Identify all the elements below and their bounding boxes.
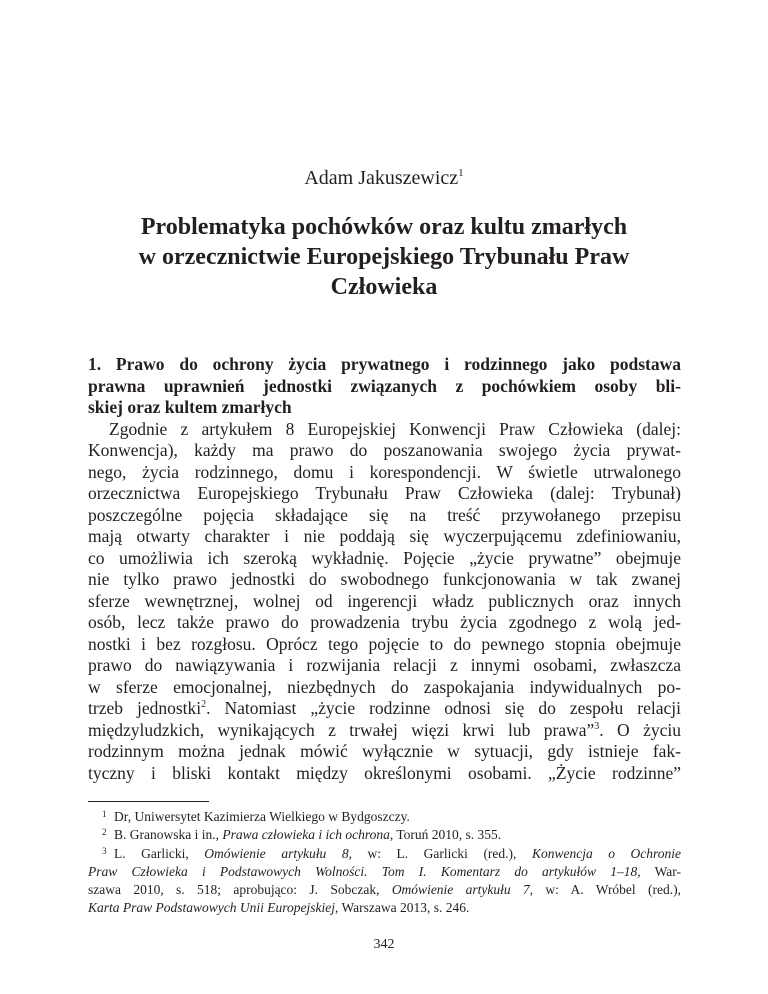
title-line: w orzecznictwie Europejskiego Trybunału Praw (138, 244, 630, 270)
footnote-italic: Omówienie artykułu 7 (391, 882, 530, 898)
footnote-text: , Warszawa 2013, s. 246. (335, 900, 470, 916)
paragraph-line: w sferze emocjonalnej, niezbędnych do zaspokajania indywidualnych po- (88, 676, 681, 697)
title-line: Człowieka (330, 274, 438, 300)
text-run: . O życiu (599, 719, 681, 740)
footnote-3-line (88, 881, 681, 899)
paragraph-line: mają otwarty charakter i nie poddają się wyczerpującemu zdefiniowaniu, (88, 526, 681, 546)
footnote-text: szawa 2010, s. 518; aprobująco: J. Sobczak, (88, 882, 392, 898)
section-heading-line: skiej oraz kultem zmarłych (88, 397, 292, 417)
paragraph-line: nostki i bez rozgłosu. Oprócz tego pojęcie to do pewnego stopnia obejmuje (88, 633, 681, 654)
footnotes (88, 808, 681, 918)
page-number: 342 (373, 937, 395, 952)
footnote-3: 3 L. Garlicki, Omówienie artykułu 8, w: L. Garlicki (red.), Konwencja o Ochronie (102, 845, 681, 861)
paragraph-line (88, 698, 681, 720)
footnote-text: , Toruń 2010, s. 355. (389, 827, 502, 843)
footnote-3-line (88, 899, 681, 917)
paragraph-line: orzecznictwa Europejskiego Trybunału Praw Człowieka (dalej: Trybunał) (88, 483, 681, 503)
title-line: Problematyka pochówków oraz kultu zmarłych (140, 214, 628, 240)
text-run: międzyludzkich, wynikających z trwałej więzi krwi lub prawa” (88, 719, 595, 740)
footnote-1: 1 Dr, Uniwersytet Kazimierza Wielkiego w Bydgoszczy. (102, 809, 410, 824)
author-line (0, 166, 768, 190)
text-run: trzeb jednostki (88, 698, 202, 718)
paragraph-line: Zgodnie z artykułem 8 Europejskiej Konwencji Praw Człowieka (dalej: (109, 418, 681, 439)
paragraph-line: Konwencja), każdy ma prawo do poszanowania swojego życia prywat- (88, 440, 681, 460)
paragraph-line: co umożliwia ich szeroką wykładnię. Pojęcie „życie prywatne” obejmuje (88, 547, 681, 568)
footnote-italic: Omówienie artykułu 8 (204, 845, 349, 861)
footnote-ref[interactable]: 3 (594, 720, 600, 732)
footnote-italic: Prawa człowieka i ich ochrona (222, 827, 390, 843)
footnote-text: L. Garlicki, (114, 845, 205, 861)
section-heading-line: prawna uprawnień jednostki związanych z pochówkiem osoby bli- (88, 375, 681, 396)
footnote-2: 2 B. Granowska i in., Prawa człowieka i ich ochrona, Toruń 2010, s. 355. (102, 827, 502, 843)
footnote-text: , w: L. Garlicki (red.), (348, 845, 532, 861)
paragraph-line: rodzinnym można jednak mówić wyłącznie w sytuacji, gdy istnieje fak- (88, 741, 681, 761)
footnote-3-line (88, 863, 681, 881)
author-footnote-ref[interactable]: 1 (458, 167, 464, 179)
author-name: Adam Jakuszewicz (304, 167, 459, 189)
paragraph-line: sferze wewnętrznej, wolnej od ingerencji władz publicznych oraz innych (88, 590, 681, 611)
footnote-separator (88, 801, 209, 802)
footnote-italic: Konwencja o Ochronie (531, 845, 681, 861)
paragraph-line: tyczny i bliski kontakt między określonymi osobami. „Życie rodzinne” (88, 762, 681, 783)
paragraph-line (88, 720, 681, 742)
article-body (88, 354, 681, 784)
paragraph-line: prawo do nawiązywania i rozwijania relacji z innymi osobami, zwłaszcza (88, 655, 681, 675)
footnote-text: Dr, Uniwersytet Kazimierza Wielkiego w Bydgoszczy. (114, 809, 410, 824)
paragraph-line: osób, lecz także prawo do prowadzenia trybu życia zgodnego z wolą jed- (88, 612, 681, 632)
article-title (90, 212, 678, 302)
footnote-italic: Karta Praw Podstawowych Unii Europejskiej (88, 900, 335, 916)
footnote-text: , War- (637, 863, 681, 879)
footnote-text: B. Granowska i in., (114, 827, 223, 843)
section-heading-line: 1. Prawo do ochrony życia prywatnego i rodzinnego jako podstawa (88, 354, 681, 374)
paragraph-line: nego, życia rodzinnego, domu i korespondencji. W świetle utrwalonego (88, 461, 681, 482)
footnote-italic: Praw Człowieka i Podstawowych Wolności. Tom I. Komentarz do artykułów 1–18 (88, 863, 638, 879)
text-run: . Natomiast „życie rodzinne odnosi się do zespołu relacji (206, 698, 681, 718)
footnote-text: , w: A. Wróbel (red.), (529, 882, 681, 898)
paragraph-line: nie tylko prawo jednostki do swobodnego funkcjonowania w tak zwanej (88, 569, 681, 589)
footnote-ref[interactable]: 2 (201, 699, 207, 710)
paragraph-line: poszczególne pojęcia składające się na treść przywołanego przepisu (88, 504, 681, 525)
